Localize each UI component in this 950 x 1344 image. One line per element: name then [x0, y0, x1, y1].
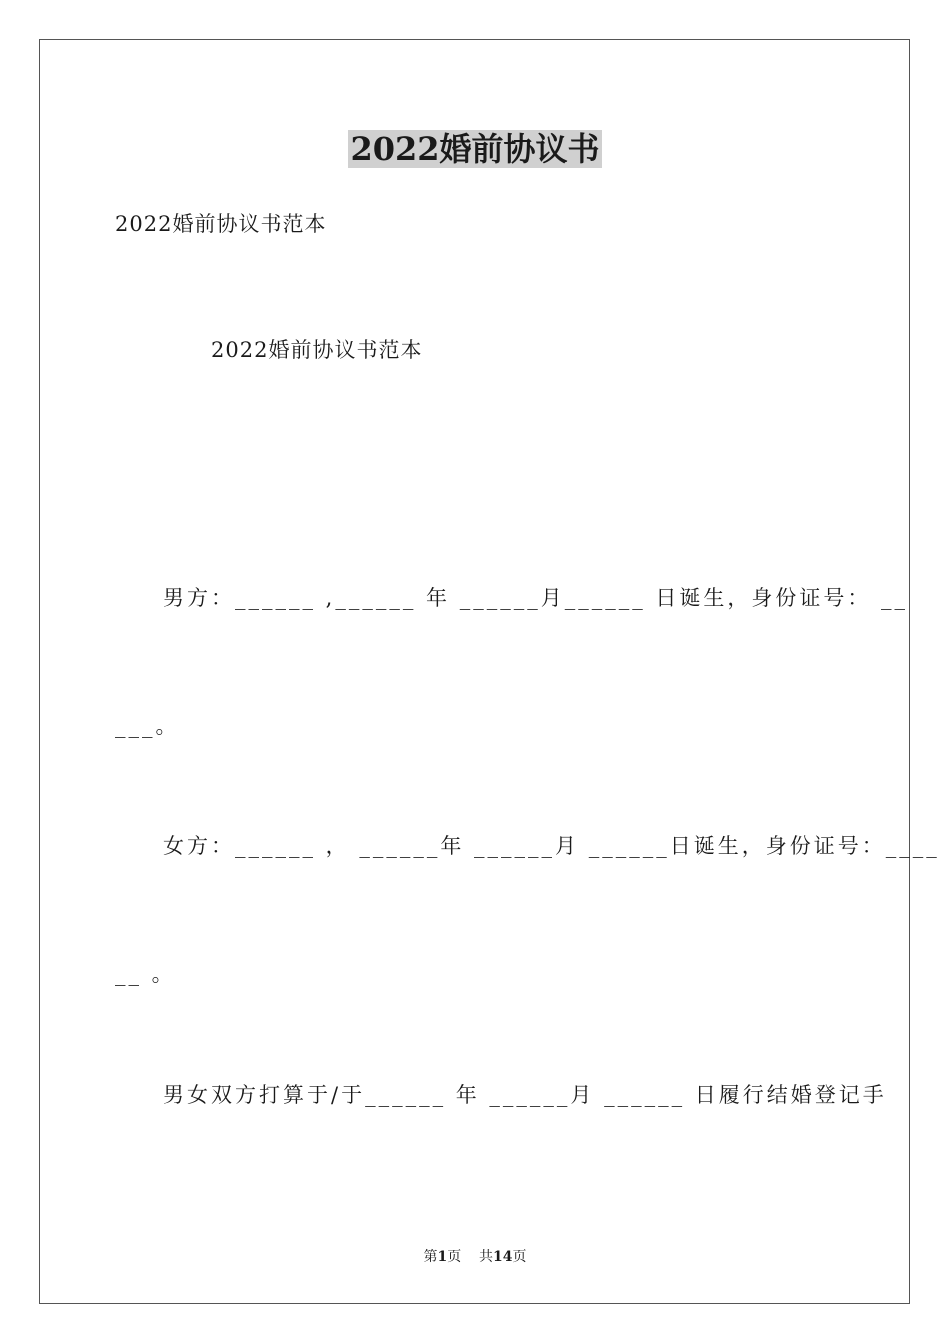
- footer-page-suffix: 页: [447, 1249, 462, 1265]
- marriage-plan-line: 男女双方打算于/于______ 年 ______月 ______ 日履行结婚登记手: [163, 1083, 887, 1107]
- male-party-line: 男方：______ ,______ 年 ______月______ 日诞生，身份证号： __: [163, 586, 909, 610]
- female-party-line: 女方：______ ， ______年 ______月 ______日诞生，身份证号：____: [163, 834, 940, 858]
- footer-prefix: 第: [423, 1249, 438, 1265]
- document-title-text: 2022婚前协议书: [350, 130, 600, 168]
- document-subtitle: 2022婚前协议书范本: [115, 212, 327, 236]
- page-footer: [0, 1247, 950, 1267]
- female-party-line-continued: __ 。: [115, 962, 176, 986]
- footer-total-suffix: 页: [512, 1249, 527, 1265]
- document-heading: 2022婚前协议书范本: [211, 338, 423, 362]
- male-party-line-continued: ___。: [115, 714, 180, 738]
- document-title: [0, 128, 950, 170]
- footer-total-prefix: 共: [479, 1249, 494, 1265]
- footer-page-number: 1: [437, 1249, 448, 1265]
- footer-total-pages: 14: [493, 1249, 513, 1265]
